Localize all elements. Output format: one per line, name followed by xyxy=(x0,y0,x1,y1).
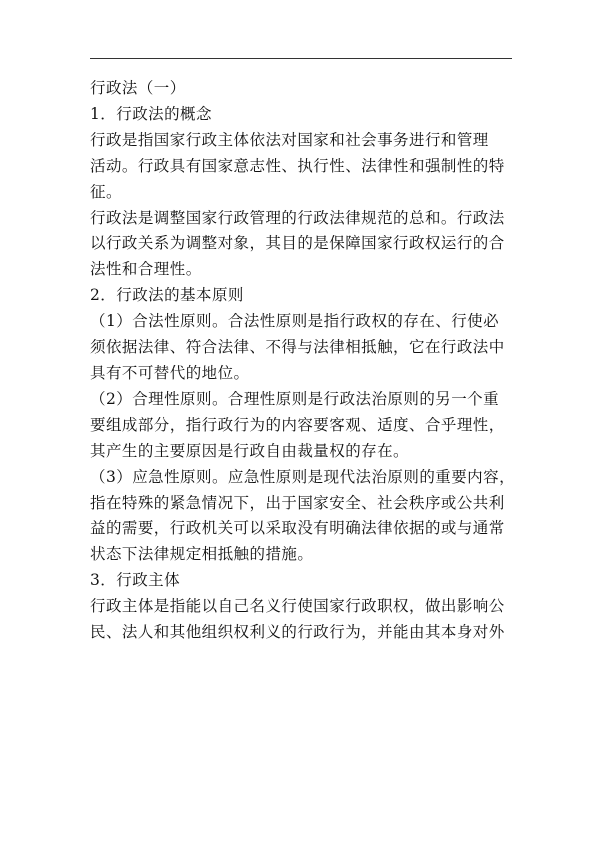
paragraph-line: 其产生的主要原因是行政自由裁量权的存在。 xyxy=(90,441,410,460)
heading-concept: 1．行政法的概念 xyxy=(90,104,212,123)
section-title: 行政法（一） xyxy=(90,79,186,97)
paragraph-line: 法性和合理性。 xyxy=(90,260,202,279)
paragraph-line: 民、法人和其他组织权利义的行政行为，并能由其本身对外 xyxy=(90,623,505,642)
paragraph-line: 具有不可替代的地位。 xyxy=(90,363,250,382)
paragraph-line: 行政是指国家行政主体依法对国家和社会事务进行和管理 xyxy=(90,130,489,149)
paragraph-line: 行政主体是指能以自己名义行使国家行政职权，做出影响公 xyxy=(90,597,505,616)
heading-principles: 2．行政法的基本原则 xyxy=(90,286,244,305)
paragraph-line: （1）合法性原则。合法性原则是指行政权的存在、行使必 xyxy=(90,312,500,331)
header-rule xyxy=(90,58,512,59)
paragraph-line: 要组成部分，指行政行为的内容要客观、适度、合乎理性， xyxy=(90,415,505,434)
paragraph-line: 须依据法律、符合法律、不得与法律相抵触，它在行政法中 xyxy=(90,338,505,357)
paragraph-line: （2）合理性原则。合理性原则是行政法治原则的另一个重 xyxy=(90,389,500,408)
paragraph-line: 以行政关系为调整对象，其目的是保障国家行政权运行的合 xyxy=(90,234,505,253)
paragraph-line: 益的需要，行政机关可以采取没有明确法律依据的或与通常 xyxy=(90,519,505,538)
paragraph-line: 状态下法律规定相抵触的措施。 xyxy=(90,545,314,564)
document-body xyxy=(90,76,520,646)
paragraph-line: 征。 xyxy=(90,182,122,201)
paragraph-line: （3）应急性原则。应急性原则是现代法治原则的重要内容， xyxy=(90,467,516,486)
paragraph-line: 活动。行政具有国家意志性、执行性、法律性和强制性的特 xyxy=(90,156,505,175)
heading-subject: 3．行政主体 xyxy=(90,571,181,590)
paragraph-line: 行政法是调整国家行政管理的行政法律规范的总和。行政法 xyxy=(90,208,505,227)
paragraph-line: 指在特殊的紧急情况下，出于国家安全、社会秩序或公共利 xyxy=(90,493,505,512)
